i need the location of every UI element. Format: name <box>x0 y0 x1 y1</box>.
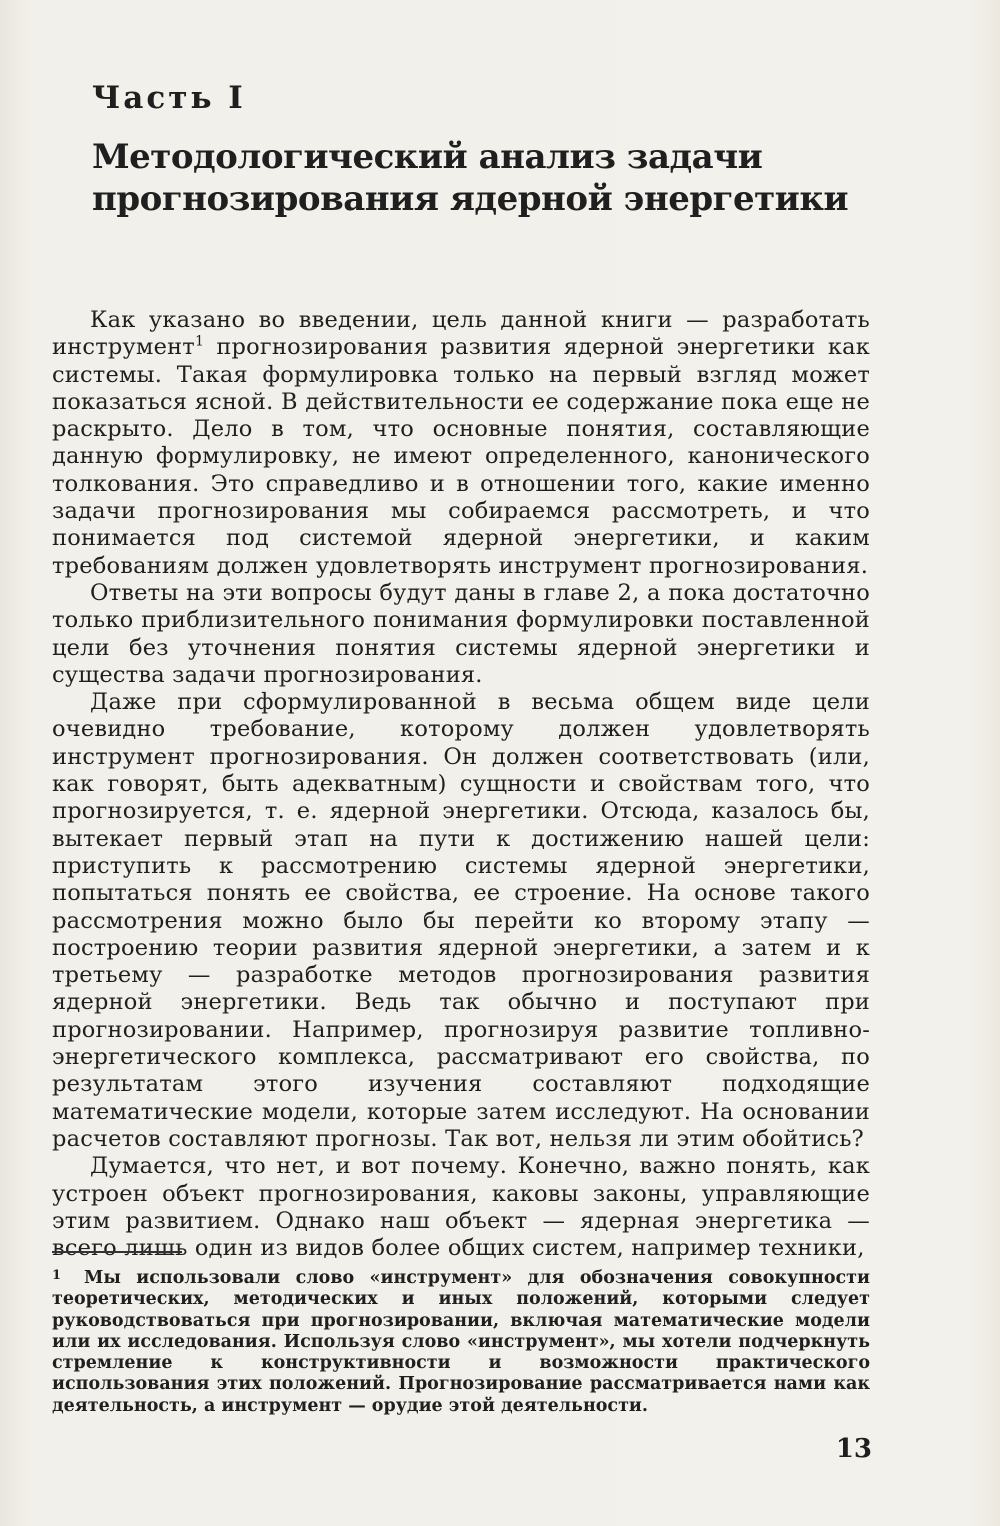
page-number: 13 <box>835 1434 872 1464</box>
paragraph-4: Думается, что нет, и вот почему. Конечно, важно понять, как устроен объект прогнозирования, каковы законы, управляющие этим развитием. Однако наш объект — ядерная энергетика — всего лишь один из видов более общих систем, например техники, <box>52 1153 870 1262</box>
chapter-title-line-2: прогнозирования ядерной энергетики <box>92 179 849 219</box>
paragraph-1-after: прогнозирования развития ядерной энергетики как системы. Такая формулировка только на первый взгляд может показаться ясной. В действительности ее содержание пока еще не раскрыто. Дело в том, что основные понятия, составляющие данную формулировку, не имеют определенного, канонического толкования. Это справедливо и в отношении того, какие именно задачи прогнозирования мы собираемся рассмотреть, и что понимается под системой ядерной энергетики, и каким требованиям должен удовлетворять инструмент прогнозирования. <box>52 334 870 579</box>
footnote <box>52 1268 870 1417</box>
body-text <box>52 307 870 1262</box>
paragraph-3: Даже при сформулированной в весьма общем виде цели очевидно требование, которому должен удовлетворять инструмент прогнозирования. Он должен соответствовать (или, как говорят, быть адекватным) сущности и свойствам того, что прогнозируется, т. е. ядерной энергетики. Отсюда, казалось бы, вытекает первый этап на пути к достижению нашей цели: приступить к рассмотрению системы ядерной энергетики, попытаться понять ее свойства, ее строение. На основе такого рассмотрения можно было бы перейти ко второму этапу — построению теории развития ядерной энергетики, а затем и к третьему — разработке методов прогнозирования развития ядерной энергетики. Ведь так обычно и поступают при прогнозировании. Например, прогнозируя развитие топливно-энергетического комплекса, рассматривают его свойства, по результатам этого изучения составляют подходящие математические модели, которые затем исследуют. На основании расчетов составляют прогнозы. Так вот, нельзя ли этим обойтись? <box>52 689 870 1152</box>
footnote-reference: 1 <box>194 333 205 350</box>
chapter-title-line-1: Методологический анализ задачи <box>92 137 763 177</box>
chapter-title <box>92 136 872 220</box>
paragraph-1 <box>52 307 870 580</box>
footnote-text: Мы использовали слово «инструмент» для обозначения совокупности теоретических, методических и иных положений, которыми следует руководствоваться при прогнозировании, включая математические модели или их исследования. Используя слово «инструмент», мы хотели подчеркнуть стремление к конструктивности и возможности практического использования этих положений. Прогнозирование рассматривается нами как деятельность, а инструмент — орудие этой деятельности. <box>52 1268 870 1416</box>
part-label: Часть I <box>92 80 246 116</box>
footnote-mark: 1 <box>52 1268 62 1283</box>
paragraph-2: Ответы на эти вопросы будут даны в главе 2, а пока достаточно только приблизительного понимания формулировки поставленной цели без уточнения понятия системы ядерной энергетики и существа задачи прогнозирования. <box>52 579 870 688</box>
footnote-divider <box>52 1251 182 1253</box>
paragraph-1-before: Как указано во введении, цель данной книги — разработать инструмент <box>52 307 870 361</box>
